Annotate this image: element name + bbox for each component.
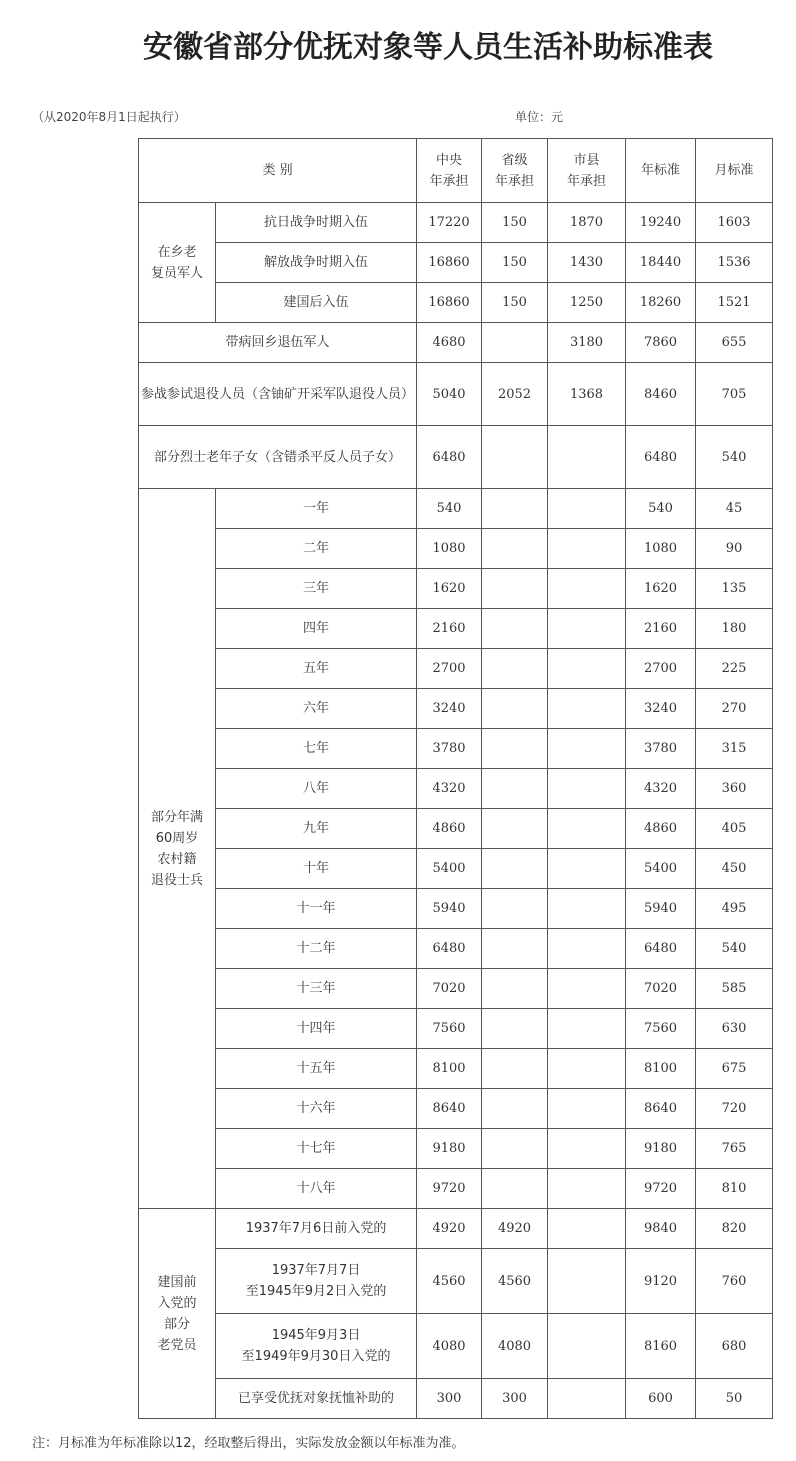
cell-annual: 5940 (626, 889, 696, 929)
header-province: 省级 年承担 (482, 139, 548, 203)
row-label: 十五年 (216, 1049, 417, 1089)
group-label-party: 建国前 入党的 部分 老党员 (139, 1209, 216, 1419)
cell-province: 150 (482, 243, 548, 283)
row-label: 十年 (216, 849, 417, 889)
cell-central: 6480 (417, 426, 482, 489)
table-row (139, 529, 773, 569)
table-row (139, 569, 773, 609)
table-row (139, 1209, 773, 1249)
cell-annual: 7020 (626, 969, 696, 1009)
cell-city (548, 1129, 626, 1169)
cell-annual: 18260 (626, 283, 696, 323)
table-row (139, 283, 773, 323)
row-label: 已享受优抚对象抚恤补助的 (216, 1379, 417, 1419)
cell-monthly: 720 (696, 1089, 773, 1129)
cell-city (548, 809, 626, 849)
cell-monthly: 810 (696, 1169, 773, 1209)
row-label: 九年 (216, 809, 417, 849)
cell-city (548, 426, 626, 489)
cell-central: 17220 (417, 203, 482, 243)
cell-monthly: 180 (696, 609, 773, 649)
cell-city (548, 969, 626, 1009)
cell-central: 1620 (417, 569, 482, 609)
cell-province: 4080 (482, 1314, 548, 1379)
row-label: 十一年 (216, 889, 417, 929)
cell-monthly: 760 (696, 1249, 773, 1314)
cell-monthly: 675 (696, 1049, 773, 1089)
row-label: 十四年 (216, 1009, 417, 1049)
cell-city (548, 889, 626, 929)
cell-province (482, 1129, 548, 1169)
cell-monthly: 765 (696, 1129, 773, 1169)
group-label-veterans: 在乡老 复员军人 (139, 203, 216, 323)
cell-central: 4680 (417, 323, 482, 363)
cell-monthly: 680 (696, 1314, 773, 1379)
cell-central: 6480 (417, 929, 482, 969)
cell-central: 4920 (417, 1209, 482, 1249)
cell-province (482, 569, 548, 609)
table-row (139, 489, 773, 529)
table-row (139, 729, 773, 769)
cell-central: 7560 (417, 1009, 482, 1049)
cell-annual: 8160 (626, 1314, 696, 1379)
cell-province (482, 649, 548, 689)
cell-city (548, 929, 626, 969)
cell-province (482, 769, 548, 809)
cell-annual: 8640 (626, 1089, 696, 1129)
table-row (139, 1009, 773, 1049)
cell-monthly: 45 (696, 489, 773, 529)
table-row (139, 426, 773, 489)
cell-annual: 19240 (626, 203, 696, 243)
cell-province: 150 (482, 203, 548, 243)
cell-province (482, 1169, 548, 1209)
cell-central: 9720 (417, 1169, 482, 1209)
cell-annual: 9720 (626, 1169, 696, 1209)
cell-central: 4320 (417, 769, 482, 809)
cell-province: 4920 (482, 1209, 548, 1249)
cell-city (548, 1089, 626, 1129)
table-row (139, 969, 773, 1009)
cell-province (482, 489, 548, 529)
table-row (139, 649, 773, 689)
cell-monthly: 450 (696, 849, 773, 889)
cell-monthly: 585 (696, 969, 773, 1009)
table-row (139, 1049, 773, 1089)
cell-central: 5040 (417, 363, 482, 426)
effective-date-note: （从2020年8月1日起执行） (32, 110, 186, 124)
cell-monthly: 135 (696, 569, 773, 609)
cell-city (548, 1379, 626, 1419)
cell-province (482, 426, 548, 489)
cell-annual: 1080 (626, 529, 696, 569)
cell-annual: 9180 (626, 1129, 696, 1169)
cell-central: 16860 (417, 283, 482, 323)
row-label: 十二年 (216, 929, 417, 969)
cell-province (482, 1009, 548, 1049)
footnote: 注：月标准为年标准除以12，经取整后得出，实际发放金额以年标准为准。 (32, 1436, 465, 1451)
cell-monthly: 630 (696, 1009, 773, 1049)
table-row (139, 889, 773, 929)
cell-province (482, 1089, 548, 1129)
cell-central: 540 (417, 489, 482, 529)
cell-central: 4860 (417, 809, 482, 849)
page-title: 安徽省部分优抚对象等人员生活补助标准表 (143, 30, 713, 65)
header-monthly: 月标准 (696, 139, 773, 203)
table-row (139, 609, 773, 649)
cell-city (548, 569, 626, 609)
cell-monthly: 315 (696, 729, 773, 769)
cell-monthly: 655 (696, 323, 773, 363)
cell-city (548, 489, 626, 529)
cell-annual: 4860 (626, 809, 696, 849)
cell-province: 300 (482, 1379, 548, 1419)
cell-monthly: 225 (696, 649, 773, 689)
cell-city (548, 609, 626, 649)
header-category: 类 别 (139, 139, 417, 203)
cell-monthly: 820 (696, 1209, 773, 1249)
cell-monthly: 495 (696, 889, 773, 929)
row-label: 建国后入伍 (216, 283, 417, 323)
row-label: 二年 (216, 529, 417, 569)
cell-central: 16860 (417, 243, 482, 283)
cell-province (482, 689, 548, 729)
cell-city (548, 1209, 626, 1249)
cell-central: 5400 (417, 849, 482, 889)
row-label: 十三年 (216, 969, 417, 1009)
cell-monthly: 1603 (696, 203, 773, 243)
cell-province (482, 889, 548, 929)
cell-monthly: 1521 (696, 283, 773, 323)
cell-monthly: 540 (696, 426, 773, 489)
cell-city: 1870 (548, 203, 626, 243)
row-label: 解放战争时期入伍 (216, 243, 417, 283)
row-label: 带病回乡退伍军人 (139, 323, 417, 363)
table-row (139, 363, 773, 426)
cell-province (482, 969, 548, 1009)
row-label: 六年 (216, 689, 417, 729)
row-label: 1937年7月6日前入党的 (216, 1209, 417, 1249)
row-label: 一年 (216, 489, 417, 529)
cell-annual: 6480 (626, 426, 696, 489)
cell-central: 2160 (417, 609, 482, 649)
row-label: 1937年7月7日 至1945年9月2日入党的 (216, 1249, 417, 1314)
cell-city (548, 769, 626, 809)
cell-monthly: 705 (696, 363, 773, 426)
cell-city (548, 1049, 626, 1089)
cell-province (482, 849, 548, 889)
cell-province (482, 323, 548, 363)
cell-province: 4560 (482, 1249, 548, 1314)
header-row (139, 139, 773, 203)
table-row (139, 323, 773, 363)
cell-annual: 9840 (626, 1209, 696, 1249)
cell-annual: 540 (626, 489, 696, 529)
row-label: 十七年 (216, 1129, 417, 1169)
cell-monthly: 270 (696, 689, 773, 729)
subsidy-standard-table (138, 138, 773, 1419)
cell-city (548, 729, 626, 769)
cell-central: 7020 (417, 969, 482, 1009)
row-label: 十八年 (216, 1169, 417, 1209)
cell-city (548, 1009, 626, 1049)
cell-central: 8640 (417, 1089, 482, 1129)
table-row (139, 203, 773, 243)
cell-monthly: 90 (696, 529, 773, 569)
cell-province (482, 529, 548, 569)
cell-central: 5940 (417, 889, 482, 929)
cell-annual: 3780 (626, 729, 696, 769)
row-label: 八年 (216, 769, 417, 809)
header-annual: 年标准 (626, 139, 696, 203)
cell-city (548, 1314, 626, 1379)
cell-central: 2700 (417, 649, 482, 689)
cell-city (548, 649, 626, 689)
cell-province (482, 809, 548, 849)
cell-annual: 8100 (626, 1049, 696, 1089)
table-row (139, 849, 773, 889)
table-row (139, 809, 773, 849)
row-label: 十六年 (216, 1089, 417, 1129)
row-label: 部分烈士老年子女（含错杀平反人员子女） (139, 426, 417, 489)
row-label: 抗日战争时期入伍 (216, 203, 417, 243)
cell-monthly: 540 (696, 929, 773, 969)
cell-annual: 600 (626, 1379, 696, 1419)
cell-province: 2052 (482, 363, 548, 426)
header-city: 市县 年承担 (548, 139, 626, 203)
cell-annual: 8460 (626, 363, 696, 426)
cell-central: 3240 (417, 689, 482, 729)
cell-province (482, 609, 548, 649)
cell-annual: 3240 (626, 689, 696, 729)
cell-annual: 6480 (626, 929, 696, 969)
cell-monthly: 1536 (696, 243, 773, 283)
table-row (139, 1314, 773, 1379)
cell-annual: 7560 (626, 1009, 696, 1049)
cell-monthly: 360 (696, 769, 773, 809)
table-row (139, 1169, 773, 1209)
row-label: 参战参试退役人员（含铀矿开采军队退役人员） (139, 363, 417, 426)
row-label: 四年 (216, 609, 417, 649)
cell-annual: 4320 (626, 769, 696, 809)
cell-city: 3180 (548, 323, 626, 363)
cell-monthly: 405 (696, 809, 773, 849)
cell-province: 150 (482, 283, 548, 323)
row-label: 1945年9月3日 至1949年9月30日入党的 (216, 1314, 417, 1379)
row-label: 三年 (216, 569, 417, 609)
cell-annual: 2160 (626, 609, 696, 649)
row-label: 七年 (216, 729, 417, 769)
cell-monthly: 50 (696, 1379, 773, 1419)
header-central: 中央 年承担 (417, 139, 482, 203)
cell-annual: 5400 (626, 849, 696, 889)
cell-annual: 7860 (626, 323, 696, 363)
table-row (139, 243, 773, 283)
table-row (139, 769, 773, 809)
cell-annual: 1620 (626, 569, 696, 609)
row-label: 五年 (216, 649, 417, 689)
cell-city (548, 1169, 626, 1209)
cell-province (482, 729, 548, 769)
cell-province (482, 1049, 548, 1089)
cell-central: 4080 (417, 1314, 482, 1379)
cell-central: 3780 (417, 729, 482, 769)
table-row (139, 1379, 773, 1419)
table-row (139, 1129, 773, 1169)
cell-city: 1430 (548, 243, 626, 283)
table-row (139, 1249, 773, 1314)
unit-label: 单位：元 (515, 110, 564, 124)
cell-central: 9180 (417, 1129, 482, 1169)
cell-annual: 9120 (626, 1249, 696, 1314)
cell-central: 1080 (417, 529, 482, 569)
cell-city (548, 689, 626, 729)
cell-city (548, 529, 626, 569)
cell-central: 8100 (417, 1049, 482, 1089)
cell-city (548, 849, 626, 889)
cell-city: 1368 (548, 363, 626, 426)
cell-city: 1250 (548, 283, 626, 323)
cell-annual: 2700 (626, 649, 696, 689)
table-row (139, 929, 773, 969)
cell-province (482, 929, 548, 969)
cell-city (548, 1249, 626, 1314)
table-row (139, 1089, 773, 1129)
cell-central: 300 (417, 1379, 482, 1419)
table-row (139, 689, 773, 729)
cell-annual: 18440 (626, 243, 696, 283)
cell-central: 4560 (417, 1249, 482, 1314)
group-label-soldiers: 部分年满 60周岁 农村籍 退役士兵 (139, 489, 216, 1209)
